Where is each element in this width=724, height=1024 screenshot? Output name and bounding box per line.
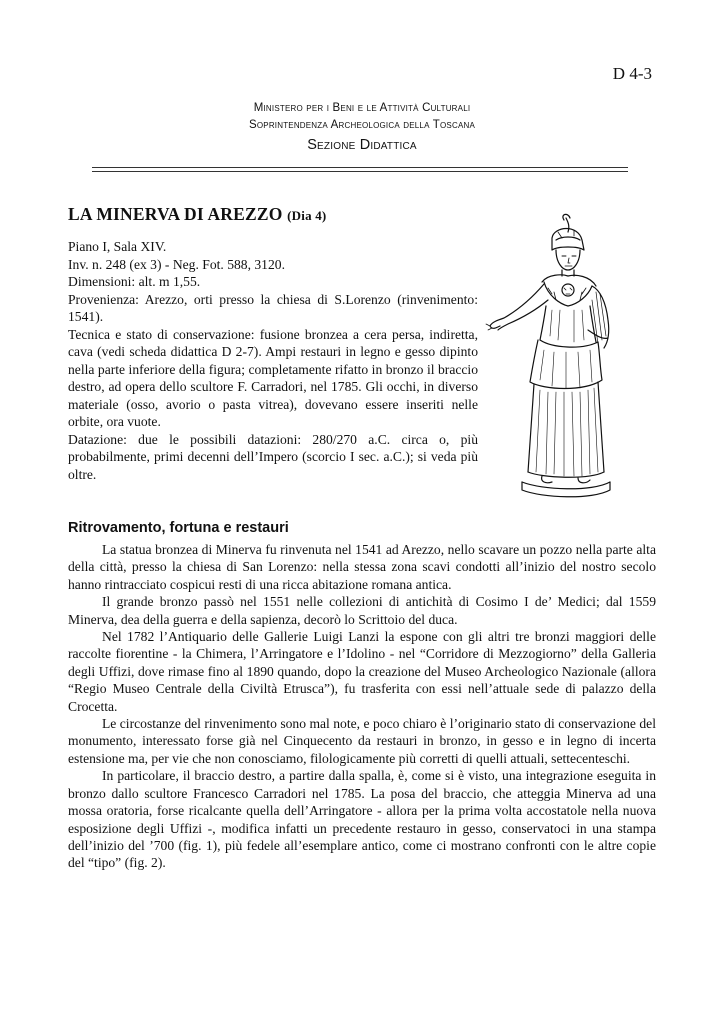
header-ministry: Ministero per i Beni e le Attività Culturali [253, 102, 471, 114]
paragraph: Nel 1782 l’Antiquario delle Gallerie Luigi Lanzi la espone con gli altri tre bronzi maggiori delle raccolte fiorentine - la Chimera, l’Arringatore e l’Idolino - nel “Corridore di Mezzogiorno” della Galleria degli Uffizi, dove rimase fino al 1890 quando, dopo la creazione del Museo Archeologico Nazionale (allora “Regio Museo Centrale della Civiltà Etrusca”), fu trasferita con essi nell’attuale sede di palazzo della Crocetta. [68, 629, 656, 714]
paragraph: La statua bronzea di Minerva fu rinvenuta nel 1541 ad Arezzo, nello scavare un pozzo nella parte alta della città, presso la chiesa di San Lorenzo: nella stessa zona scavi condotti all’inizio del nostro secolo hanno rintracciato cospicui resti di una ricca abitazione romana antica. [68, 542, 656, 592]
info-dimensions: Dimensioni: alt. m 1,55. [68, 274, 201, 289]
info-block [68, 238, 478, 483]
info-dating: Datazione: due le possibili datazioni: 280/270 a.C. circa o, più probabilmente, primi decenni dell’Impero (scorcio I sec. a.C.); si veda più oltre. [68, 431, 478, 482]
info-technique: Tecnica e stato di conservazione: fusione bronzea a cera persa, indiretta, cava (vedi scheda didattica D 2-7). Ampi restauri in legno e gesso dipinto nella parte inferiore della figura; completamente rifatto in bronzo il braccio destro, ad opera dello scultore F. Carradori, nel 1785. Gli occhi, in diverso materiale (osso, avorio o pasta vitrea), dovevano essere inseriti nelle orbite, ora vuote. [68, 326, 478, 429]
paragraph: Le circostanze del rinvenimento sono mal note, e poco chiaro è l’originario stato di conservazione del monumento, interessato forse già nel Cinquecento da restauri in bronzo, in gesso e in legno di incerta estensione ma, per vie che non conosciamo, filologicamente più corretti di quelli attuali, settecenteschi. [68, 716, 656, 766]
paragraph: In particolare, il braccio destro, a partire dalla spalla, è, come si è visto, una integrazione eseguita in bronzo dallo scultore Francesco Carradori nel 1785. La posa del braccio, che atteggia Minerva ad una mossa oratoria, forse ricalcante quella dell’Arringatore - allora per la prima volta accostatole nella nuova esposizione degli Uffizi -, modifica infatti un precedente restauro in gesso, conservatoci in una stampa dell’inizio del ’700 (fig. 1), più fedele all’esemplare antico, come ci mostrano confronti con le altre copie del “tipo” (fig. 2). [68, 768, 656, 871]
paragraph: Il grande bronzo passò nel 1551 nelle collezioni di antichità di Cosimo I de’ Medici; dal 1559 Minerva, dea della guerra e della sapienza, decorò lo Scrittoio del duca. [68, 594, 656, 627]
section-title: Ritrovamento, fortuna e restauri [68, 520, 289, 536]
section-body [68, 541, 656, 872]
page-id: D 4-3 [612, 64, 652, 83]
header-soprintendenza: Soprintendenza Archeologica della Toscana [248, 119, 475, 131]
header-double-rule [92, 167, 628, 172]
title-dia: (Dia 4) [287, 208, 327, 223]
info-inventory: Inv. n. 248 (ex 3) - Neg. Fot. 588, 3120. [68, 256, 285, 272]
document-title [68, 204, 326, 225]
minerva-statue-illustration [482, 210, 622, 500]
info-provenance: Provenienza: Arezzo, orti presso la chiesa di S.Lorenzo (rinvenimento: 1541). [68, 291, 478, 324]
header-section: Sezione Didattica [307, 137, 417, 153]
title-main: LA MINERVA DI AREZZO [68, 204, 283, 224]
info-location: Piano I, Sala XIV. [68, 239, 167, 254]
institution-header [0, 100, 724, 155]
